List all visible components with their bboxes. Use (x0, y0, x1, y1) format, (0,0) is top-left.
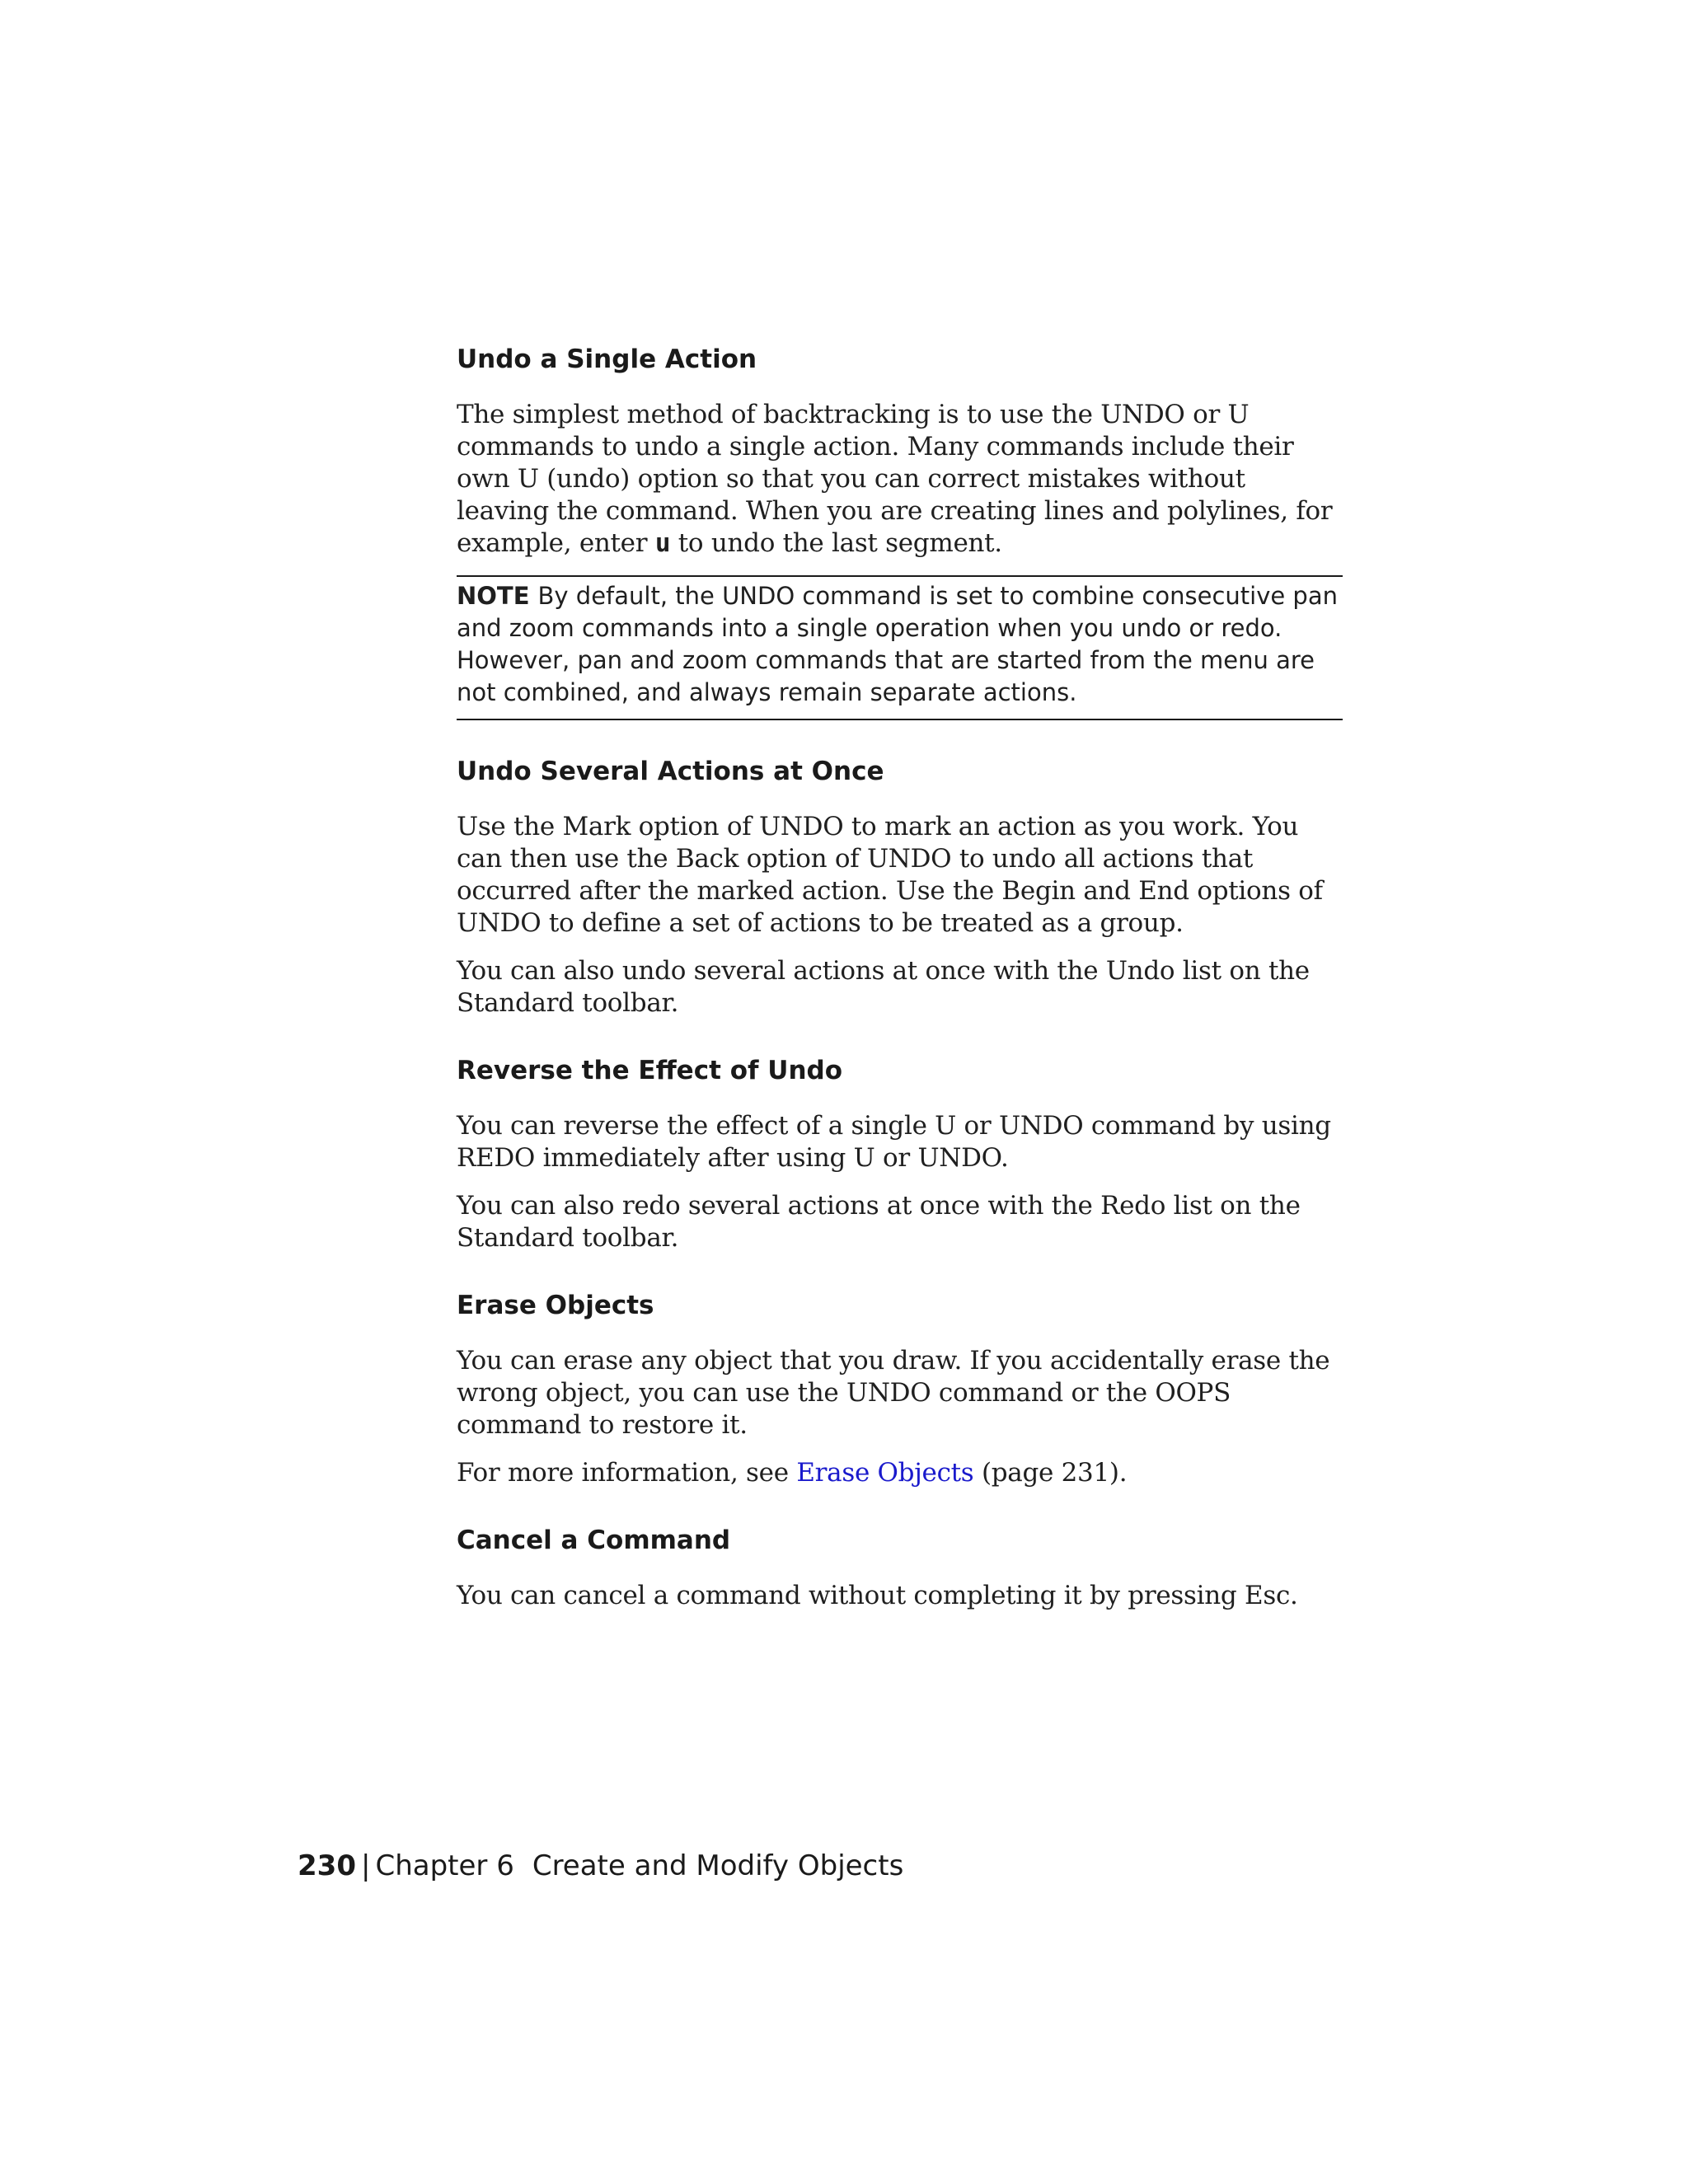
paragraph (457, 1457, 1343, 1489)
section-heading: Reverse the Effect of Undo (457, 1056, 842, 1085)
erase-objects-link[interactable]: Erase Objects (796, 1458, 974, 1488)
footer-separator: | (360, 1849, 371, 1882)
section-heading: Cancel a Command (457, 1526, 731, 1555)
paragraph: You can erase any object that you draw. If you accidentally erase the wrong object, you can use the UNDO command or the OOPS command to restore it. (457, 1346, 1330, 1440)
section-heading: Undo a Single Action (457, 344, 757, 374)
page-number: 230 (298, 1849, 356, 1882)
paragraph: You can reverse the effect of a single U or UNDO command by using REDO immediately after using U or UNDO. (457, 1111, 1331, 1173)
paragraph-text: For more information, see (457, 1458, 797, 1488)
chapter-label: Chapter 6 (375, 1849, 514, 1882)
note-box (457, 575, 1343, 720)
paragraph-text: The simplest method of backtracking is to use the UNDO or U commands to undo a single action. Many commands include their own U (undo) option so that you can correct mistakes without leaving the command. When you are creating lines and polylines, for example, enter (457, 400, 1333, 558)
paragraph-text: (page 231). (973, 1458, 1128, 1488)
note-text: By default, the UNDO command is set to combine consecutive pan and zoom commands into a single operation when you undo or redo. However, pan and zoom commands that are started from the menu are not combined, and always remain separate actions. (457, 582, 1338, 706)
chapter-title: Create and Modify Objects (532, 1849, 904, 1882)
page-footer (298, 1848, 903, 1884)
note-label: NOTE (457, 582, 530, 610)
page-content (457, 341, 1343, 1628)
paragraph: You can also redo several actions at once with the Redo list on the Standard toolbar. (457, 1191, 1301, 1253)
paragraph (457, 399, 1343, 560)
paragraph: You can cancel a command without completing it by pressing Esc. (457, 1581, 1298, 1610)
section-heading: Erase Objects (457, 1291, 654, 1320)
section-heading: Undo Several Actions at Once (457, 757, 884, 786)
paragraph: You can also undo several actions at once with the Undo list on the Standard toolbar. (457, 956, 1310, 1018)
command-input-text: u (654, 528, 671, 558)
paragraph-text: to undo the last segment. (670, 528, 1002, 558)
paragraph: Use the Mark option of UNDO to mark an action as you work. You can then use the Back option of UNDO to undo all actions that occurred after the marked action. Use the Begin and End options of UNDO to define a set of actions to be treated as a group. (457, 812, 1323, 938)
